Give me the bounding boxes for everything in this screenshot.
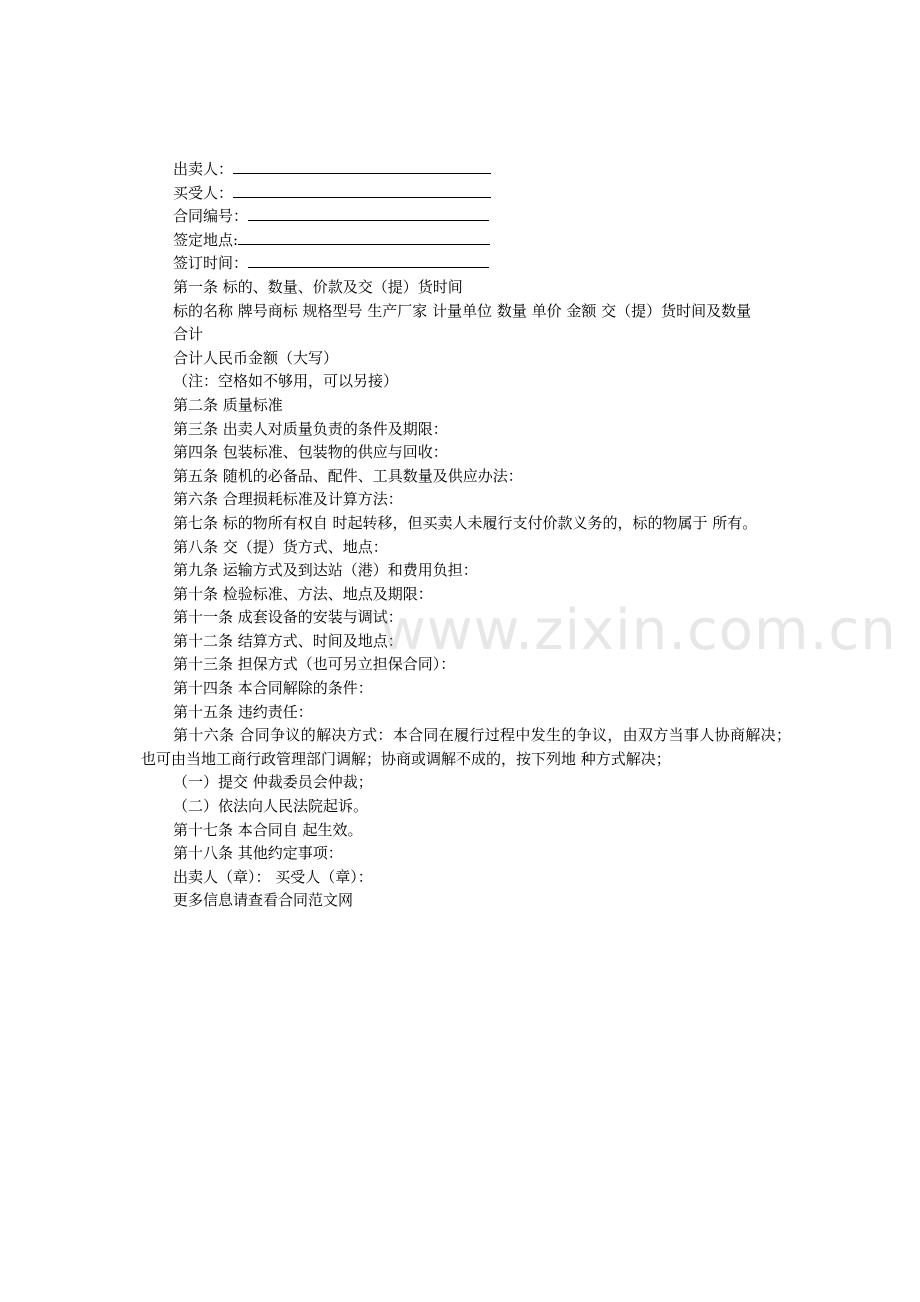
note: （注：空格如不够用，可以另接）	[173, 372, 399, 391]
buyer-label: 买受人：	[173, 183, 234, 202]
contract-document	[141, 158, 791, 913]
article-17: 第十七条 本合同自 起生效。	[173, 820, 363, 839]
article-3: 第三条 出卖人对质量负责的条件及期限：	[173, 419, 448, 438]
signing-time-label: 签订时间：	[173, 254, 249, 273]
signing-place-field	[141, 229, 791, 253]
article-11: 第十一条 成套设备的安装与调试：	[173, 608, 403, 627]
buyer-field	[141, 182, 791, 206]
seller-field	[141, 158, 791, 182]
total-rmb: 合计人民币金额（大写）	[173, 348, 339, 367]
article-18: 第十八条 其他约定事项：	[173, 844, 343, 863]
article-16: 第十六条 合同争议的解决方式：本合同在履行过程中发生的争议，由双方当事人协商解决；也可由当地工商行政管理部门调解；协商或调解不成的，按下列地 种方式解决；	[141, 726, 791, 768]
article-12: 第十二条 结算方式、时间及地点：	[173, 631, 403, 650]
article-8: 第八条 交（提）货方式、地点：	[173, 537, 388, 556]
item-columns: 标的名称 牌号商标 规格型号 生产厂家 计量单位 数量 单价 金额 交（提）货时间及数量	[173, 301, 752, 320]
article-6: 第六条 合理损耗标准及计算方法：	[173, 490, 403, 509]
contract-number-label: 合同编号：	[173, 207, 249, 226]
signatures: 出卖人（章）： 买受人（章）：	[173, 867, 373, 886]
signing-time-blank	[248, 252, 489, 268]
signing-place-blank	[238, 229, 490, 245]
option-1: （一）提交 仲裁委员会仲裁；	[173, 773, 373, 792]
contract-number-blank	[248, 205, 489, 221]
article-7: 第七条 标的物所有权自 时起转移，但买卖人未履行支付价款义务的，标的物属于 所有。	[173, 513, 758, 532]
contract-number-field	[141, 205, 791, 229]
seller-blank	[233, 158, 491, 174]
article-1: 第一条 标的、数量、价款及交（提）货时间	[173, 277, 463, 296]
article-13: 第十三条 担保方式（也可另立担保合同）：	[173, 655, 456, 674]
article-5: 第五条 随机的必备品、配件、工具数量及供应办法：	[173, 466, 523, 485]
watermark: www.zixin.com.cn	[380, 598, 897, 663]
article-14: 第十四条 本合同解除的条件：	[173, 679, 373, 698]
article-15: 第十五条 违约责任：	[173, 702, 313, 721]
article-2: 第二条 质量标准	[173, 395, 283, 414]
option-2: （二）依法向人民法院起诉。	[173, 797, 369, 816]
more-info: 更多信息请查看合同范文网	[173, 891, 354, 910]
signing-time-field	[141, 252, 791, 276]
signing-place-label: 签定地点:	[173, 230, 239, 249]
article-10: 第十条 检验标准、方法、地点及期限：	[173, 584, 433, 603]
article-4: 第四条 包装标准、包装物的供应与回收：	[173, 443, 448, 462]
buyer-blank	[233, 182, 491, 198]
total-row: 合计	[173, 325, 204, 344]
article-9: 第九条 运输方式及到达站（港）和费用负担：	[173, 561, 478, 580]
seller-label: 出卖人：	[173, 160, 234, 178]
